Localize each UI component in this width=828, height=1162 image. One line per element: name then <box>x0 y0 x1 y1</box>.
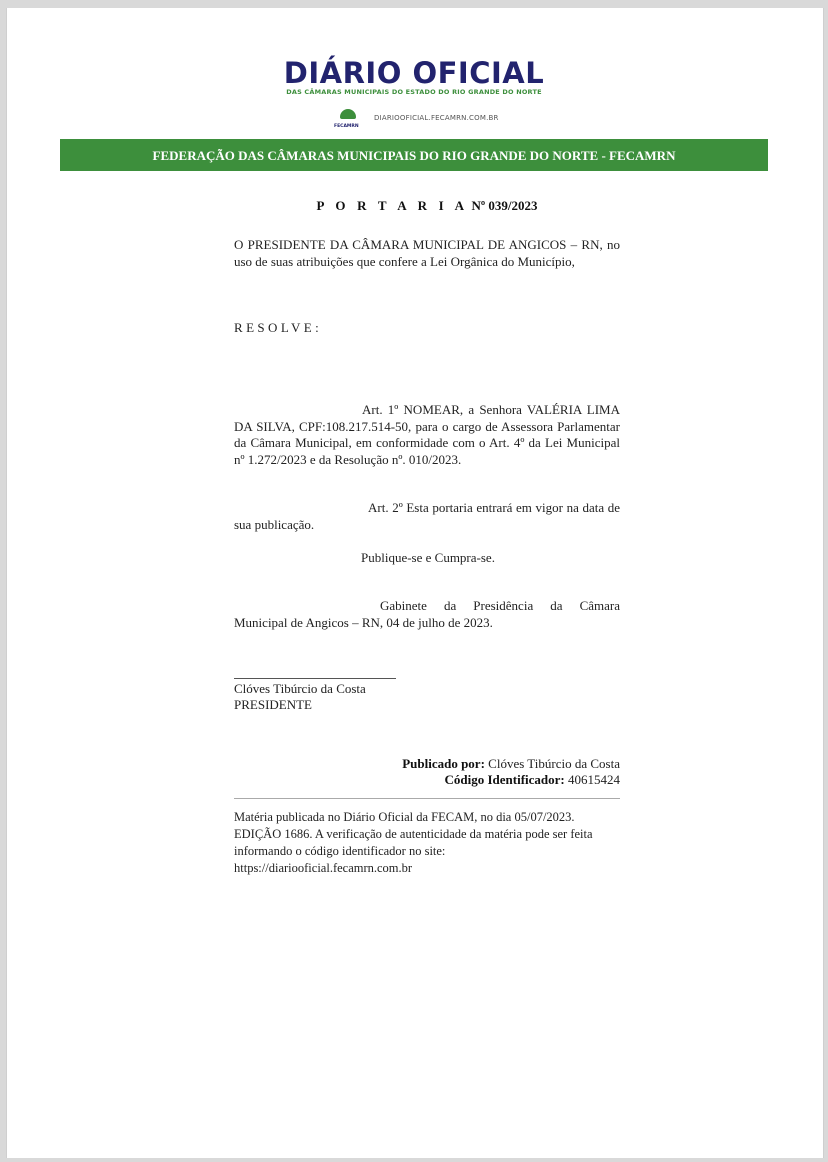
portaria-heading <box>0 198 828 214</box>
preamble-paragraph: O PRESIDENTE DA CÂMARA MUNICIPAL DE ANGICOS – RN, no uso de suas atribuições que confere a Lei Orgânica do Município, <box>234 237 620 269</box>
gabinete-text: Gabinete da Presidência da Câmara Municipal de Angicos – RN, 04 de julho de 2023. <box>234 598 620 630</box>
article-1 <box>234 402 620 468</box>
footer-note: Matéria publicada no Diário Oficial da FECAM, no dia 05/07/2023. EDIÇÃO 1686. A verificação de autenticidade da matéria pode ser feita informando o código identificador no site: https://diariooficial.fecamrn.com.br <box>234 810 593 875</box>
article-2 <box>234 500 620 533</box>
signer-name: Clóves Tibúrcio da Costa <box>234 681 366 696</box>
portaria-number: Nº 039/2023 <box>471 198 538 213</box>
resolve-label: RESOLVE: <box>234 320 323 335</box>
site-url: DIARIOOFICIAL.FECAMRN.COM.BR <box>374 114 499 122</box>
signer-role: PRESIDENTE <box>234 697 312 712</box>
published-by-value: Clóves Tibúrcio da Costa <box>488 756 620 771</box>
federation-banner: FEDERAÇÃO DAS CÂMARAS MUNICIPAIS DO RIO GRANDE DO NORTE - FECAMRN <box>60 139 768 171</box>
published-by-line <box>234 756 620 773</box>
footer-divider <box>234 798 620 799</box>
mini-logo-text: FECAMRN <box>334 124 359 129</box>
leaf-shape <box>340 109 356 119</box>
article-2-text: Art. 2º Esta portaria entrará em vigor na data de sua publicação. <box>234 500 620 532</box>
fecamrn-logo-icon <box>334 109 364 127</box>
portaria-label: P O R T A R I A <box>316 198 469 213</box>
publique-line: Publique-se e Cumpra-se. <box>361 550 495 565</box>
code-line <box>234 772 620 789</box>
signature-line <box>234 678 396 679</box>
code-value: 40615424 <box>568 772 620 787</box>
diario-oficial-logo-title: DIÁRIO OFICIAL <box>283 56 545 90</box>
code-label: Código Identificador: <box>444 772 565 787</box>
article-1-text: Art. 1º NOMEAR, a Senhora VALÉRIA LIMA DA SILVA, CPF:108.217.514-50, para o cargo de Assessora Parlamentar da Câmara Municipal, em conformidade com o Art. 4º da Lei Municipal nº 1.272/2023 e da Resolução nº. 010/2023. <box>234 402 620 467</box>
site-row <box>334 108 499 128</box>
published-by-label: Publicado por: <box>402 756 485 771</box>
gabinete-paragraph <box>234 598 620 631</box>
diario-oficial-logo-subtitle: DAS CÂMARAS MUNICIPAIS DO ESTADO DO RIO GRANDE DO NORTE <box>286 88 542 96</box>
document-page <box>6 8 824 1158</box>
